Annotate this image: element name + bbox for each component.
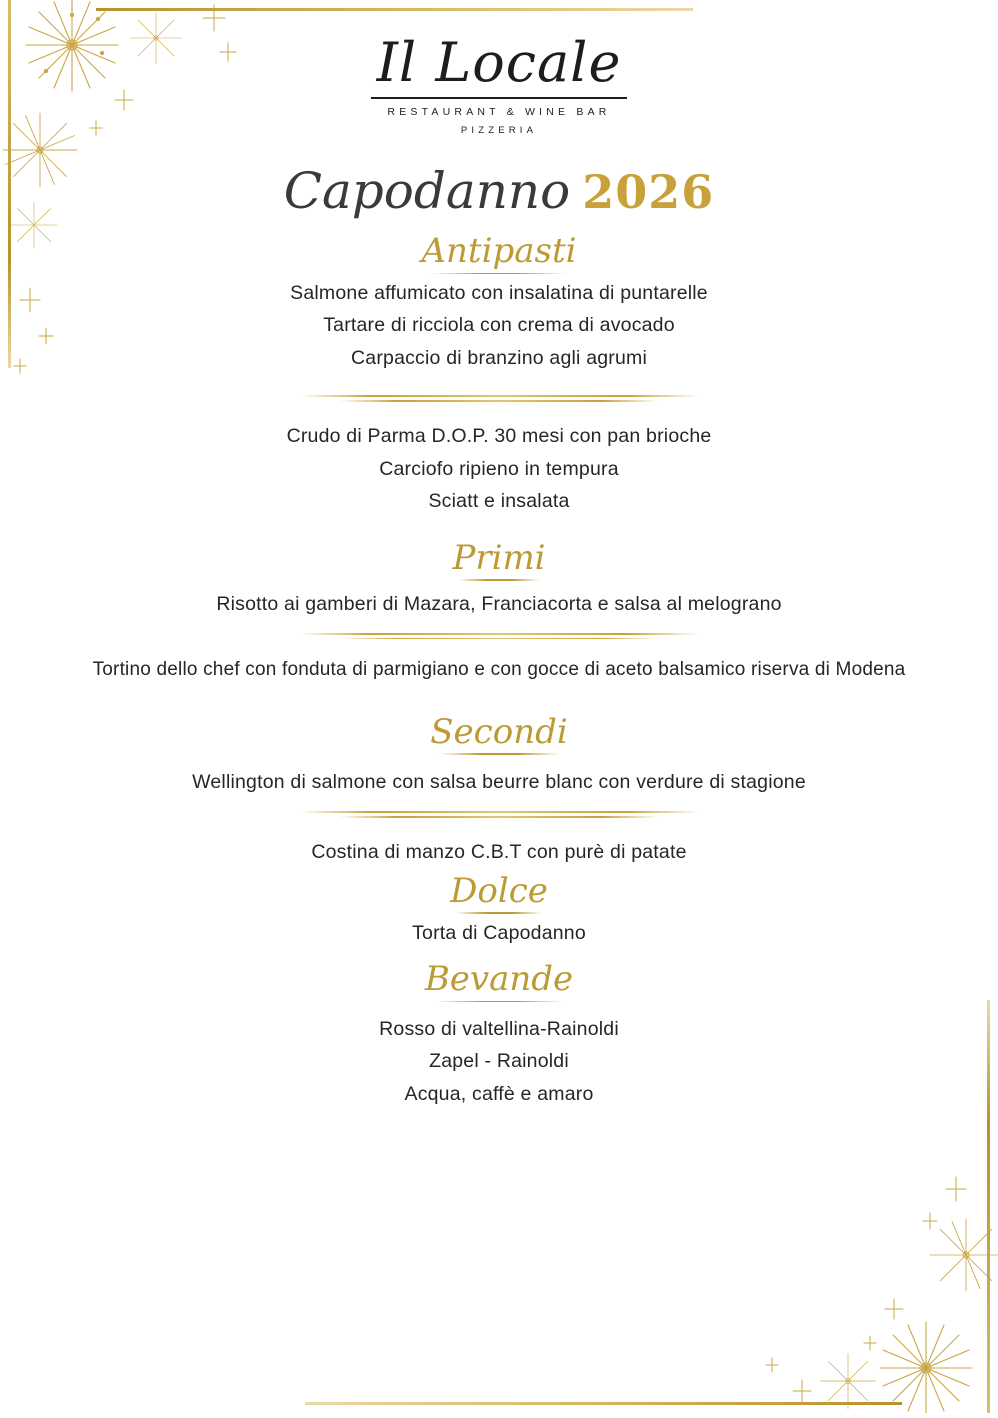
page-title-year: 2026 [582,165,715,219]
section-heading-primi: Primi [452,537,546,578]
menu-item: Zapel - Rainoldi [429,1050,569,1073]
section-heading-secondi: Secondi [430,711,568,752]
page-title [283,162,715,220]
menu-item: Sciatt e insalata [428,490,570,513]
menu-item: Carciofo ripieno in tempura [379,457,619,480]
menu-item: Acqua, caffè e amaro [404,1082,594,1105]
menu-item: Tartare di ricciola con crema di avocado [323,314,675,337]
menu-item: Tortino dello chef con fonduta di parmigiano e con gocce di aceto balsamico riserva di Modena [92,658,906,680]
menu-item: Salmone affumicato con insalatina di puntarelle [290,282,708,304]
section-heading-dolce: Dolce [450,870,548,911]
menu-item: Wellington di salmone con salsa beurre blanc con verdure di stagione [192,770,806,793]
section-heading-bevande: Bevande [424,959,574,1000]
restaurant-logo [60,31,938,136]
brand-subtitle-secondary: PIZZERIA [460,125,538,136]
brand-name: Il Locale [376,31,622,94]
menu-item: Carpaccio di branzino agli agrumi [351,346,647,369]
page-title-script: Capodanno [283,162,571,220]
menu-item: Risotto ai gamberi di Mazara, Franciacorta e salsa al melograno [216,592,782,615]
brand-subtitle: RESTAURANT & WINE BAR [387,106,611,118]
section-heading-antipasti: Antipasti [421,231,577,271]
menu-item: Torta di Capodanno [412,921,586,944]
gold-swash-divider [299,629,699,645]
menu-item: Crudo di Parma D.O.P. 30 mesi con pan brioche [286,425,712,448]
menu-item: Rosso di valtellina-Rainoldi [379,1018,619,1041]
menu-item: Costina di manzo C.B.T con purè di patate [311,841,687,864]
gold-swash-divider [299,807,699,823]
gold-swash-divider [299,391,699,407]
